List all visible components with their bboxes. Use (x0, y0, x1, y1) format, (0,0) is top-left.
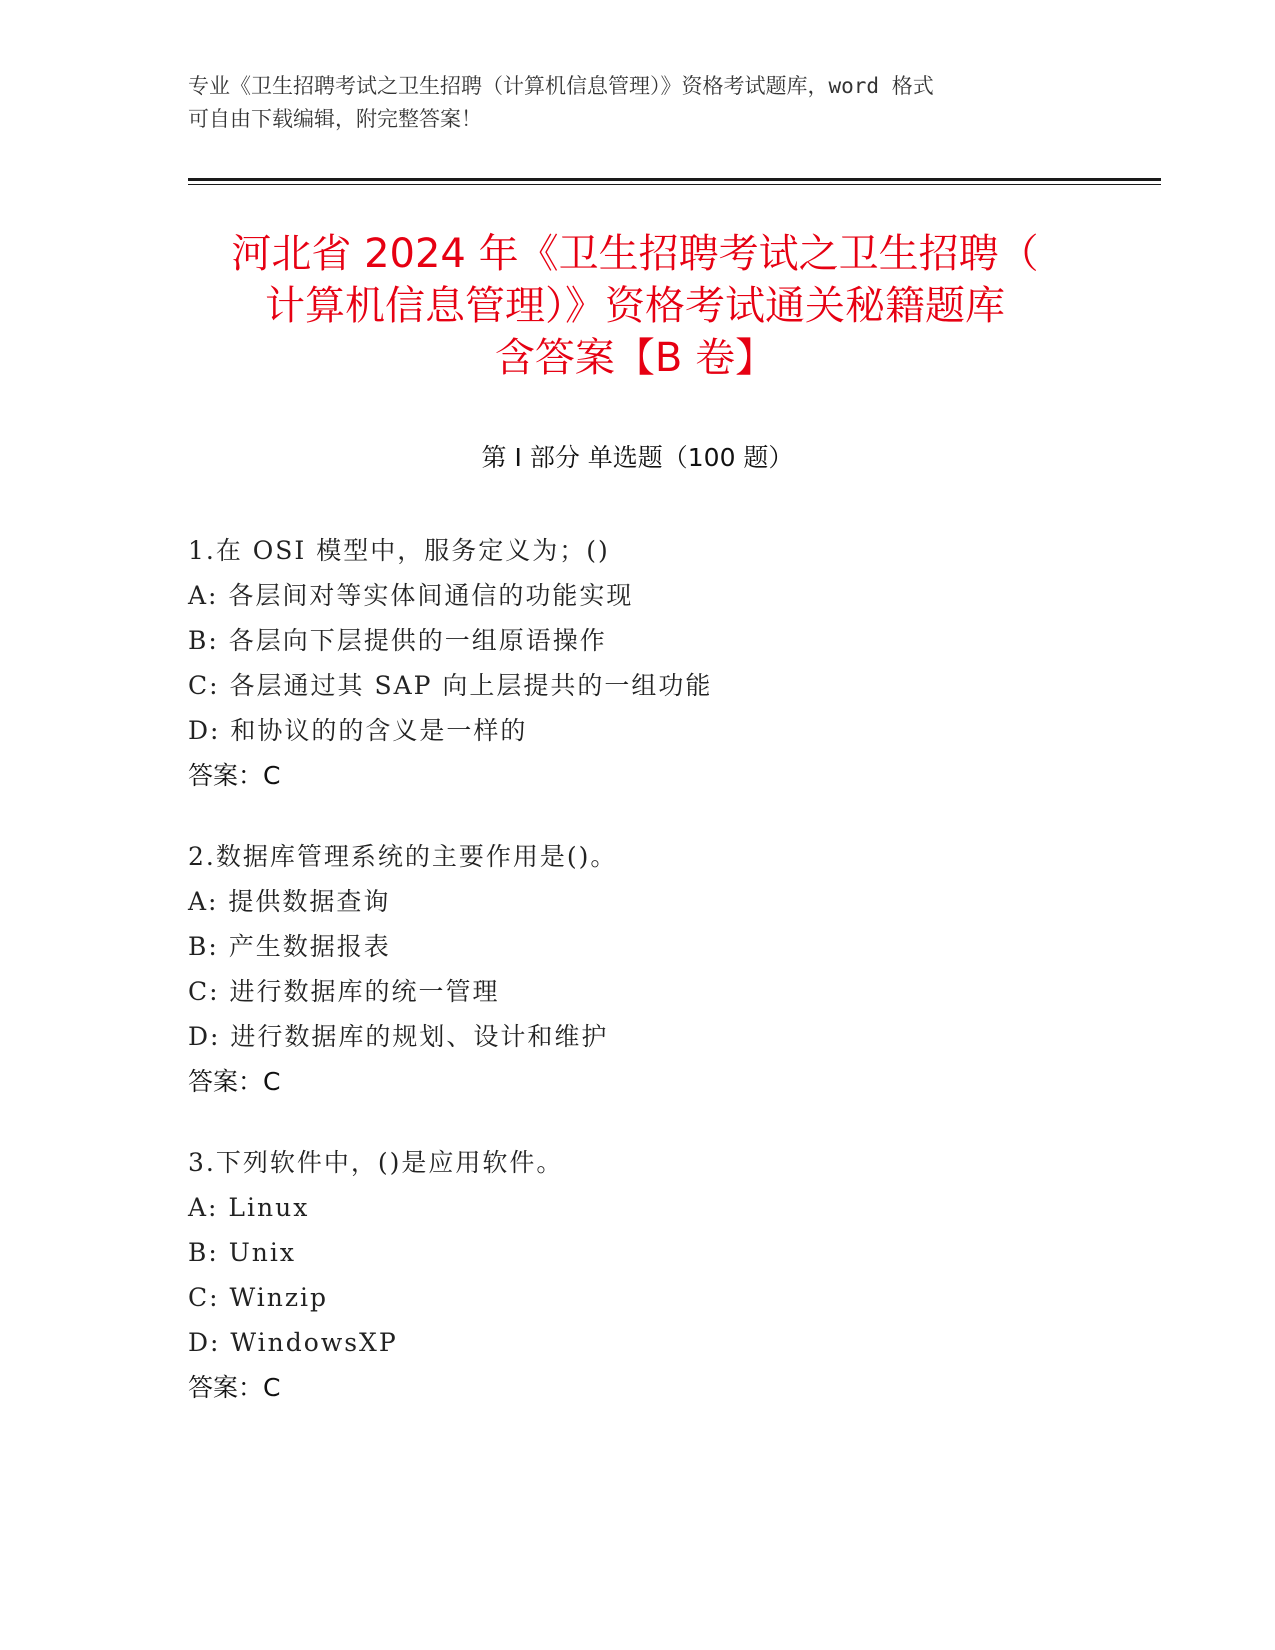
header-note-line-2: 可自由下载编辑，附完整答案！ (188, 107, 482, 131)
option-a: A: Linux (188, 1193, 310, 1222)
header-note (188, 70, 1088, 136)
option-d: D: 进行数据库的规划、设计和维护 (188, 1022, 609, 1051)
option-b: B: Unix (188, 1238, 297, 1267)
document-title-line-3: 含答案【B 卷】 (494, 335, 776, 381)
answer: 答案：C (188, 1067, 281, 1096)
answer: 答案：C (188, 1373, 281, 1402)
option-b: B: 产生数据报表 (188, 932, 391, 961)
header-rule-thick (188, 178, 1161, 181)
option-c: C: Winzip (188, 1283, 329, 1312)
question-stem: 3.下列软件中，()是应用软件。 (188, 1148, 564, 1177)
option-a: A: 提供数据查询 (188, 887, 391, 916)
header-note-line-1: 专业《卫生招聘考试之卫生招聘（计算机信息管理）》资格考试题库，word 格式 (188, 74, 934, 98)
answer: 答案：C (188, 761, 281, 790)
question-1 (188, 528, 1088, 798)
question-stem: 1.在 OSI 模型中，服务定义为；() (188, 536, 610, 565)
option-c: C: 进行数据库的统一管理 (188, 977, 500, 1006)
question-3 (188, 1140, 1088, 1410)
question-2 (188, 834, 1088, 1104)
question-stem: 2.数据库管理系统的主要作用是()。 (188, 842, 618, 871)
option-b: B: 各层向下层提供的一组原语操作 (188, 626, 607, 655)
header-rule-thin (188, 184, 1161, 185)
option-d: D: WindowsXP (188, 1328, 398, 1357)
option-c: C: 各层通过其 SAP 向上层提共的一组功能 (188, 671, 713, 700)
option-a: A: 各层间对等实体间通信的功能实现 (188, 581, 634, 610)
document-title (170, 228, 1100, 384)
document-title-line-1: 河北省 2024 年《卫生招聘考试之卫生招聘（ (231, 231, 1039, 277)
document-title-line-2: 计算机信息管理）》资格考试通关秘籍题库 (265, 283, 1005, 329)
question-list (188, 528, 1088, 1446)
option-d: D: 和协议的的含义是一样的 (188, 716, 528, 745)
section-title: 第 I 部分 单选题（100 题） (481, 443, 794, 472)
